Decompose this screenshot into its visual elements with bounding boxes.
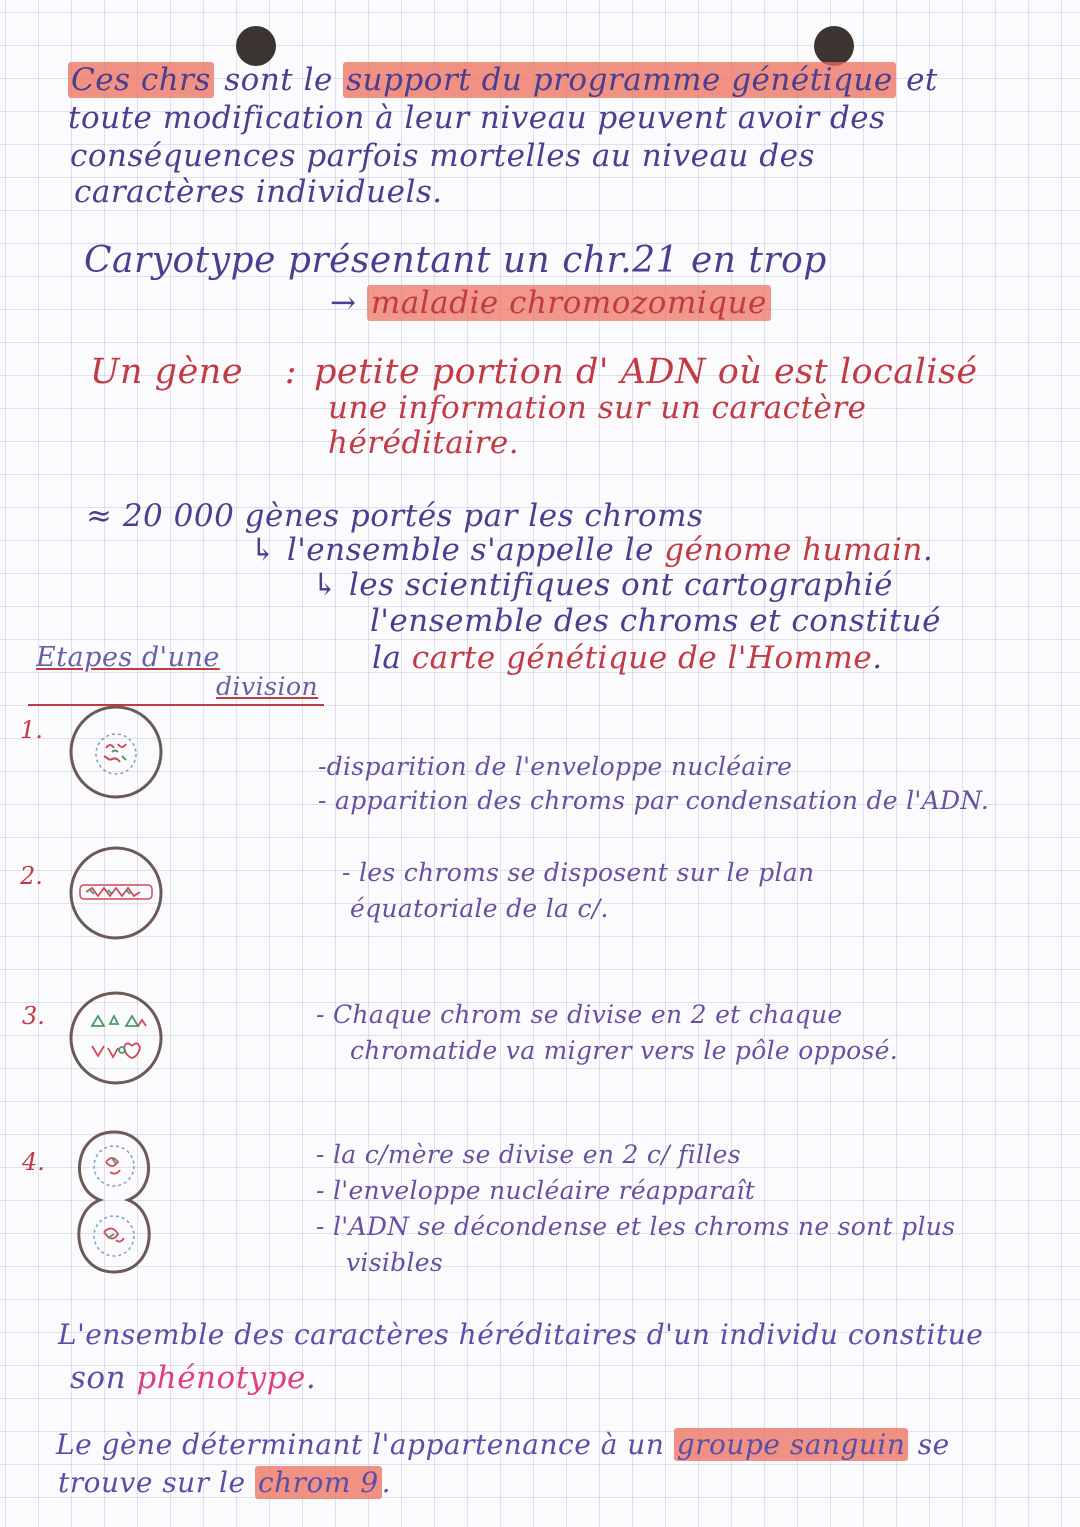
step-3-line-1: - Chaque chrom se divise en 2 et chaque [316, 1000, 843, 1029]
cell-prophase-drawing [68, 704, 164, 800]
carte-genetique: carte génétique de l'Homme [411, 640, 873, 676]
step-3-line-2: chromatide va migrer vers le pôle opposé. [350, 1036, 898, 1065]
steps-title: Etapes d'une [36, 642, 220, 673]
gene-term: Un gène : [90, 352, 297, 392]
binder-hole-left [236, 26, 276, 66]
cell-telophase-drawing [64, 1128, 164, 1276]
genome-line-4: l'ensemble des chroms et constitué [370, 603, 941, 639]
blood-line-1: Le gène déterminant l'appartenance à un groupe sanguin se [56, 1428, 950, 1461]
step-number: 2. [20, 862, 43, 890]
intro-chrs: Ces chrs [68, 62, 214, 98]
cell-metaphase-drawing [68, 845, 164, 941]
disease-highlight: maladie chromozomique [367, 285, 771, 321]
genome-line-5: la carte génétique de l'Homme. [372, 640, 883, 676]
intro-line-3: conséquences parfois mortelles au niveau des [70, 138, 815, 174]
step-number: 4. [22, 1148, 45, 1176]
step-4-line-1: - la c/mère se divise en 2 c/ filles [316, 1140, 741, 1169]
intro-highlight-support: support du programme génétique [343, 62, 896, 98]
intro-line-1: Ces chrs sont le support du programme génétique et [68, 62, 938, 98]
step-1-line-1: -disparition de l'enveloppe nucléaire [318, 752, 793, 781]
step-1-line-2: - apparition des chroms par condensation de l'ADN. [318, 786, 990, 815]
intro-line-4: caractères individuels. [74, 174, 443, 210]
genome-line-2: ↳ l'ensemble s'appelle le génome humain. [250, 532, 934, 568]
genome-humain: génome humain [664, 532, 923, 568]
phenotype-line-1: L'ensemble des caractères héréditaires d'un individu constitue [58, 1318, 984, 1351]
caryotype-disease [330, 285, 771, 321]
steps-title-2: division [216, 672, 319, 701]
gene-def-1: petite portion d' ADN où est localisé [314, 352, 978, 392]
step-number: 3. [22, 1002, 45, 1030]
step-2-line-1: - les chroms se disposent sur le plan [342, 858, 815, 887]
caryotype-line: Caryotype présentant un chr.21 en trop [84, 240, 827, 281]
phenotype-term: phénotype [136, 1360, 306, 1396]
blood-line-2: trouve sur le chrom 9 . [58, 1466, 392, 1499]
step-2-line-2: équatoriale de la c/. [350, 894, 609, 923]
gene-def-3: héréditaire. [328, 425, 520, 461]
phenotype-line-2: son phénotype. [70, 1360, 317, 1396]
gene-def-2: une information sur un caractère [328, 390, 867, 426]
step-4-line-4: visibles [346, 1248, 443, 1277]
binder-hole-right [814, 26, 854, 66]
cell-anaphase-drawing [68, 990, 164, 1086]
genome-line-3: ↳ les scientifiques ont cartographié [312, 567, 893, 603]
genome-line-1: ≈ 20 000 gènes portés par les chroms [86, 498, 704, 534]
step-number: 1. [20, 716, 43, 744]
intro-line-2: toute modification à leur niveau peuvent avoir des [68, 100, 886, 136]
step-4-line-2: - l'enveloppe nucléaire réapparaît [316, 1176, 756, 1205]
arrow-icon: → [330, 285, 357, 321]
chrom-9-highlight: chrom 9 [255, 1466, 382, 1499]
groupe-sanguin-highlight: groupe sanguin [674, 1428, 909, 1461]
step-4-line-3: - l'ADN se décondense et les chroms ne sont plus [316, 1212, 956, 1241]
